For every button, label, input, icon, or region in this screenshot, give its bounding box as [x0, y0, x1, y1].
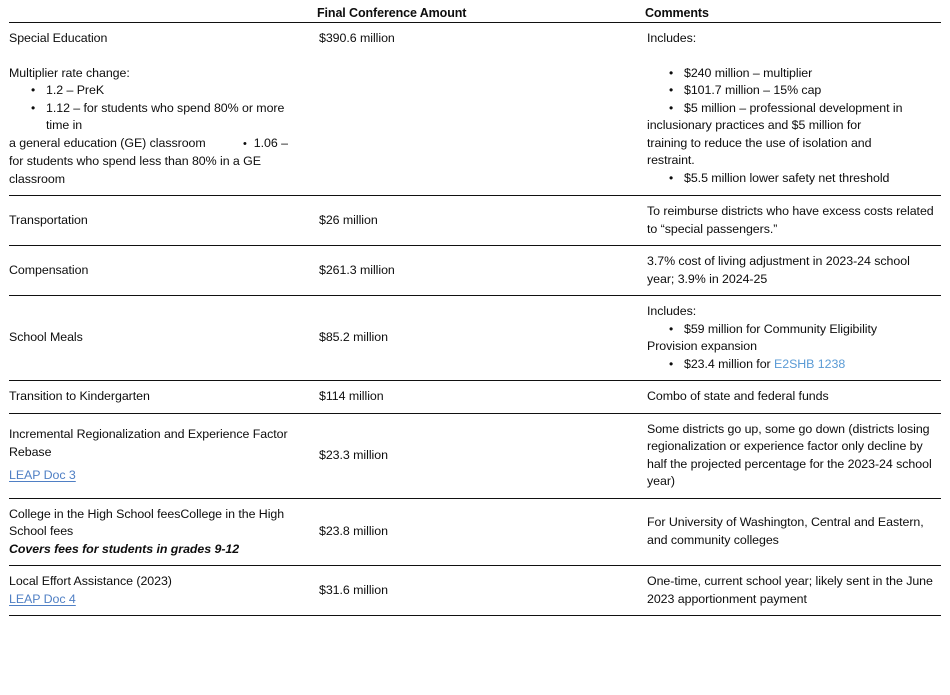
item-gap [9, 48, 305, 65]
list-item: • $59 million for Community Eligibility [647, 321, 935, 339]
item-title: Incremental Regionalization and Experience Factor Rebase [9, 427, 288, 459]
item-run-3: classroom [9, 171, 66, 186]
header-amount: Final Conference Amount [317, 0, 645, 23]
item-title: Local Effort Assistance (2023) [9, 574, 172, 588]
list-item: • $5.5 million lower safety net threshold [647, 170, 935, 188]
table-row [9, 566, 941, 616]
list-item-text: 1.12 – for students who spend 80% or more time in [46, 100, 285, 132]
header-comments: Comments [645, 0, 941, 23]
table-row [9, 296, 941, 381]
list-item: • $101.7 million – 15% cap [647, 82, 935, 100]
budget-table [9, 0, 941, 616]
cell-item-transition-kindergarten: Transition to Kindergarten [9, 381, 317, 414]
cell-comments-transportation: To reimburse districts who have excess costs related to “special passengers.” [645, 196, 941, 246]
cell-amount-compensation: $261.3 million [317, 246, 645, 296]
comments-bullet-list-last [647, 170, 935, 188]
cell-item-local-effort-assistance [9, 566, 317, 616]
comments-run-1: Provision expansion [647, 339, 757, 353]
comments-run-3: restraint. [647, 153, 695, 167]
comments-bullet-list [647, 65, 935, 118]
cell-amount-school-meals: $85.2 million [317, 296, 645, 381]
link-leap-doc-4[interactable]: LEAP Doc 4 [9, 591, 76, 606]
table-row [9, 498, 941, 566]
header-item [9, 0, 317, 23]
item-spacer [9, 461, 305, 467]
comments-run-1: inclusionary practices and $5 million for [647, 118, 862, 132]
cell-amount-transition-kindergarten: $114 million [317, 381, 645, 414]
cell-comments-college-high-school: For University of Washington, Central and Eastern, and community colleges [645, 498, 941, 566]
comments-intro: Includes: [647, 304, 697, 318]
bullet-text: $23.4 million for [684, 356, 775, 371]
item-title: College in the High School feesCollege in the High School fees [9, 506, 285, 538]
cell-amount-local-effort-assistance: $31.6 million [317, 566, 645, 616]
cell-comments-transition-kindergarten: Combo of state and federal funds [645, 381, 941, 414]
cell-item-college-high-school [9, 498, 317, 566]
table-row [9, 246, 941, 296]
table-row [9, 23, 941, 196]
item-run-1: a general education (GE) classroom [9, 135, 206, 150]
cell-comments-incremental-regionalization: Some districts go up, some go down (districts losing regionalization or experience factor only decline by half the projected percentage for the 2023-24 school year) [645, 413, 941, 498]
cell-item-transportation: Transportation [9, 196, 317, 246]
comments-bullet-list-2 [647, 356, 935, 374]
table-body [9, 23, 941, 616]
list-item: • $240 million – multiplier [647, 65, 935, 83]
cell-comments-special-education [645, 23, 941, 196]
cell-amount-incremental-regionalization: $23.3 million [317, 413, 645, 498]
cell-item-incremental-regionalization [9, 413, 317, 498]
list-item [9, 100, 305, 135]
comments-intro: Includes: [647, 31, 697, 45]
table-row [9, 196, 941, 246]
item-subtitle: Covers fees for students in grades 9-12 [9, 541, 240, 556]
item-bullet-list [9, 82, 305, 135]
table-header [9, 0, 941, 23]
cell-comments-school-meals [645, 296, 941, 381]
cell-comments-compensation: 3.7% cost of living adjustment in 2023-24 school year; 3.9% in 2024-25 [645, 246, 941, 296]
inline-bullet: • 1.06 – [243, 136, 288, 150]
cell-item-school-meals: School Meals [9, 296, 317, 381]
header-row [9, 0, 941, 23]
comments-run-2: training to reduce the use of isolation and [647, 135, 872, 150]
cell-item-compensation: Compensation [9, 246, 317, 296]
link-e2shb-1238[interactable]: E2SHB 1238 [774, 356, 846, 371]
cell-amount-transportation: $26 million [317, 196, 645, 246]
comments-gap [647, 48, 935, 65]
link-leap-doc-3[interactable]: LEAP Doc 3 [9, 468, 76, 483]
cell-amount-special-education: $390.6 million [317, 23, 645, 196]
cell-comments-local-effort-assistance: One-time, current school year; likely sent in the June 2023 apportionment payment [645, 566, 941, 616]
cell-amount-college-high-school: $23.8 million [317, 498, 645, 566]
list-item: • $5 million – professional development in [647, 100, 935, 118]
cell-item-special-education [9, 23, 317, 196]
item-title: Special Education [9, 31, 108, 45]
list-item: • 1.2 – PreK [9, 82, 305, 100]
item-run-2: for students who spend less than 80% in a GE [9, 154, 261, 168]
table-row [9, 413, 941, 498]
comments-bullet-list [647, 321, 935, 339]
table-row [9, 381, 941, 414]
list-item [647, 356, 935, 374]
item-run-line [9, 135, 305, 154]
item-detail-heading: Multiplier rate change: [9, 65, 130, 80]
